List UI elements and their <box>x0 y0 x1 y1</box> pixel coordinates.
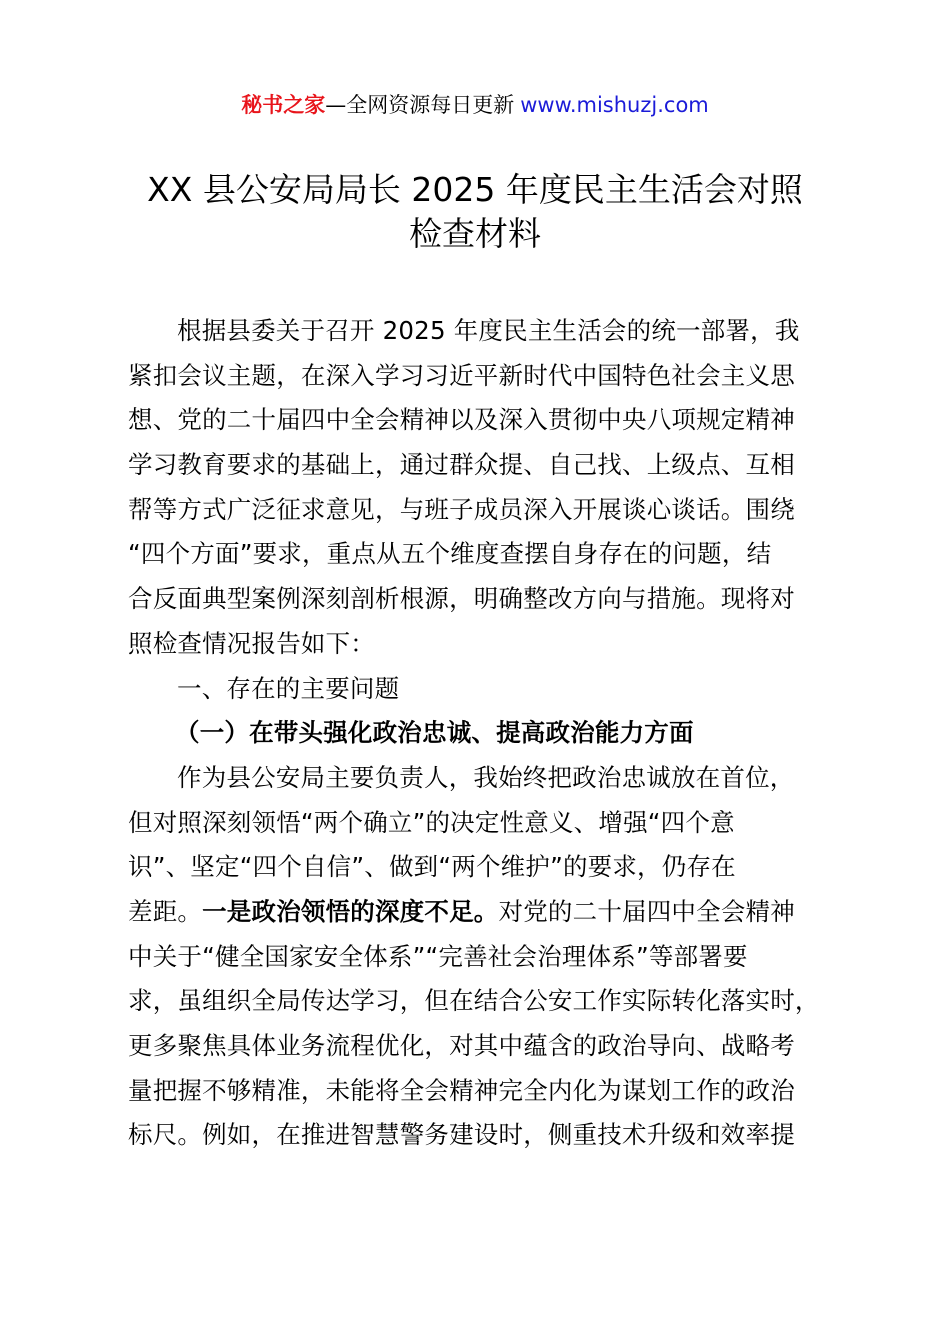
title-line-1: XX 县公安局局长 2025 年度民主生活会对照 <box>147 170 803 209</box>
intro-paragraph-line: 学习教育要求的基础上，通过群众提、自己找、上级点、互相 <box>128 450 795 480</box>
intro-paragraph-line: 根据县委关于召开 2025 年度民主生活会的统一部署，我 <box>177 316 800 345</box>
paragraph-line: 但对照深刻领悟“两个确立”的决定性意义、增强“四个意 <box>128 807 735 837</box>
intro-paragraph-line: “四个方面”要求，重点从五个维度查摆自身存在的问题，结 <box>128 539 772 569</box>
line-suffix: 对党的二十届四中全会精神 <box>498 896 795 926</box>
intro-paragraph-line: 合反面典型案例深刻剖析根源，明确整改方向与措施。现将对 <box>128 584 795 614</box>
site-url-link[interactable]: www.mishuzj.com <box>520 93 709 117</box>
brand-name: 秘书之家 <box>241 93 326 117</box>
intro-paragraph-line: 紧扣会议主题，在深入学习习近平新时代中国特色社会主义思 <box>128 360 795 390</box>
paragraph-line <box>128 890 858 935</box>
intro-paragraph-line: 帮等方式广泛征求意见，与班子成员深入开展谈心谈话。围绕 <box>128 494 795 524</box>
paragraph-line: 求，虽组织全局传达学习，但在结合公安工作实际转化落实时， <box>128 986 820 1016</box>
paragraph-line: 量把握不够精准，未能将全会精神完全内化为谋划工作的政治 <box>128 1075 795 1105</box>
line-prefix: 差距。 <box>128 896 203 926</box>
paragraph-line: 识”、坚定“四个自信”、做到“两个维护”的要求，仍存在 <box>128 852 736 882</box>
intro-paragraph-line: 想、党的二十届四中全会精神以及深入贯彻中央八项规定精神 <box>128 405 795 435</box>
site-header <box>0 88 950 122</box>
section-heading: 一、存在的主要问题 <box>177 673 400 703</box>
title-line-2: 检查材料 <box>409 214 541 253</box>
paragraph-line: 中关于“健全国家安全体系”“完善社会治理体系”等部署要 <box>128 941 748 971</box>
intro-paragraph-line: 照检查情况报告如下： <box>128 628 375 658</box>
paragraph-line: 标尺。例如，在推进智慧警务建设时，侧重技术升级和效率提 <box>128 1120 795 1150</box>
document-title <box>0 168 950 256</box>
paragraph-line: 更多聚焦具体业务流程优化，对其中蕴含的政治导向、战略考 <box>128 1031 795 1060</box>
bold-point-heading: 一是政治领悟的深度不足。 <box>202 896 499 926</box>
header-slogan: —全网资源每日更新 <box>325 93 515 117</box>
subsection-heading: （一）在带头强化政治忠诚、提高政治能力方面 <box>175 718 694 748</box>
document-body <box>128 309 858 1158</box>
paragraph-line: 作为县公安局主要负责人，我始终把政治忠诚放在首位， <box>177 762 795 792</box>
